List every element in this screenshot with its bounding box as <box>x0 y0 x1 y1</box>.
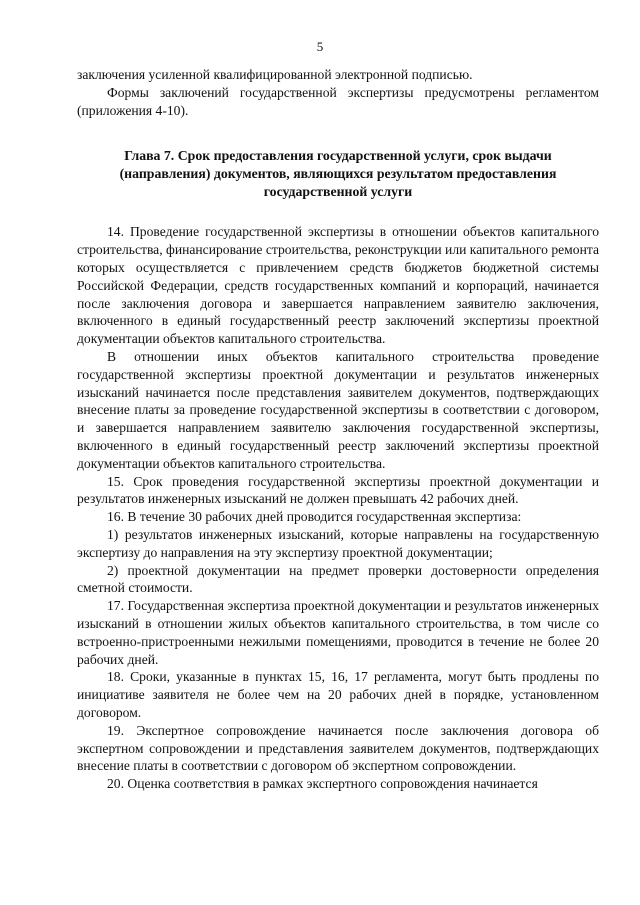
paragraph-20: 20. Оценка соответствия в рамках экспертного сопровождения начинается <box>107 776 538 792</box>
intro-line: заключения усиленной квалифицированной электронной подписью. <box>77 67 473 82</box>
paragraph-14: 14. Проведение государственной экспертизы в отношении объектов капитального строительства, финансирование строительства, реконструкции или капитального ремонта которых осуществляется с привлечением средств бюджетов бюджетной системы Российской Федерации, средств государственных компаний и корпораций, начинается после заключения договора и завершается направлением заявителю заключения, включенного в единый государственный реестр заключений экспертизы проектной документации объектов капитального строительства. <box>77 224 599 347</box>
intro-paragraph: Формы заключений государственной экспертизы предусмотрены регламентом (приложения 4-10). <box>77 84 599 118</box>
paragraph-16-item-2: 2) проектной документации на предмет проверки достоверности определения сметной стоимости. <box>77 562 599 596</box>
paragraph-17: 17. Государственная экспертиза проектной документации и результатов инженерных изысканий в отношении жилых объектов капитального строительства, в том числе со встроенно-пристроенными нежилыми помещениями, проводится в течение не более 20 рабочих дней. <box>77 598 599 667</box>
paragraph-16-item-1: 1) результатов инженерных изысканий, которые направлены на государственную экспертизу до направления на эту экспертизу проектной документации; <box>77 526 599 560</box>
paragraph-19: 19. Экспертное сопровождение начинается после заключения договора об экспертном сопровождении и представления заявителем документов, подтверждающих внесение платы в соответствии с договором об экспертном сопровождении. <box>77 722 599 774</box>
page-number: 5 <box>316 39 324 54</box>
paragraph-16: 16. В течение 30 рабочих дней проводится государственная экспертиза: <box>107 509 522 525</box>
paragraph-15: 15. Срок проведения государственной экспертизы проектной документации и результатов инженерных изысканий не должен превышать 42 рабочих дней. <box>77 473 599 507</box>
paragraph-18: 18. Сроки, указанные в пунктах 15, 16, 17 регламента, могут быть продлены по инициативе заявителя не более чем на 20 рабочих дней в порядке, установленном договором. <box>77 669 599 720</box>
paragraph-14-continued: В отношении иных объектов капитального строительства проведение государственной экспертизы проектной документации и результатов инженерных изысканий начинается после представления заявителем документов, подтверждающих внесение платы за проведение государственной экспертизы в соответствии с договором, и завершается направлением заявителю заключения государственной экспертизы, включенного в единый государственный реестр заключений экспертизы проектной документации объектов капитального строительства. <box>77 348 599 471</box>
page-content <box>77 66 599 793</box>
chapter-heading: Глава 7. Срок предоставления государственной услуги, срок выдачи (направления) документов, являющихся результатом предоставления государственной услуги <box>119 148 557 200</box>
